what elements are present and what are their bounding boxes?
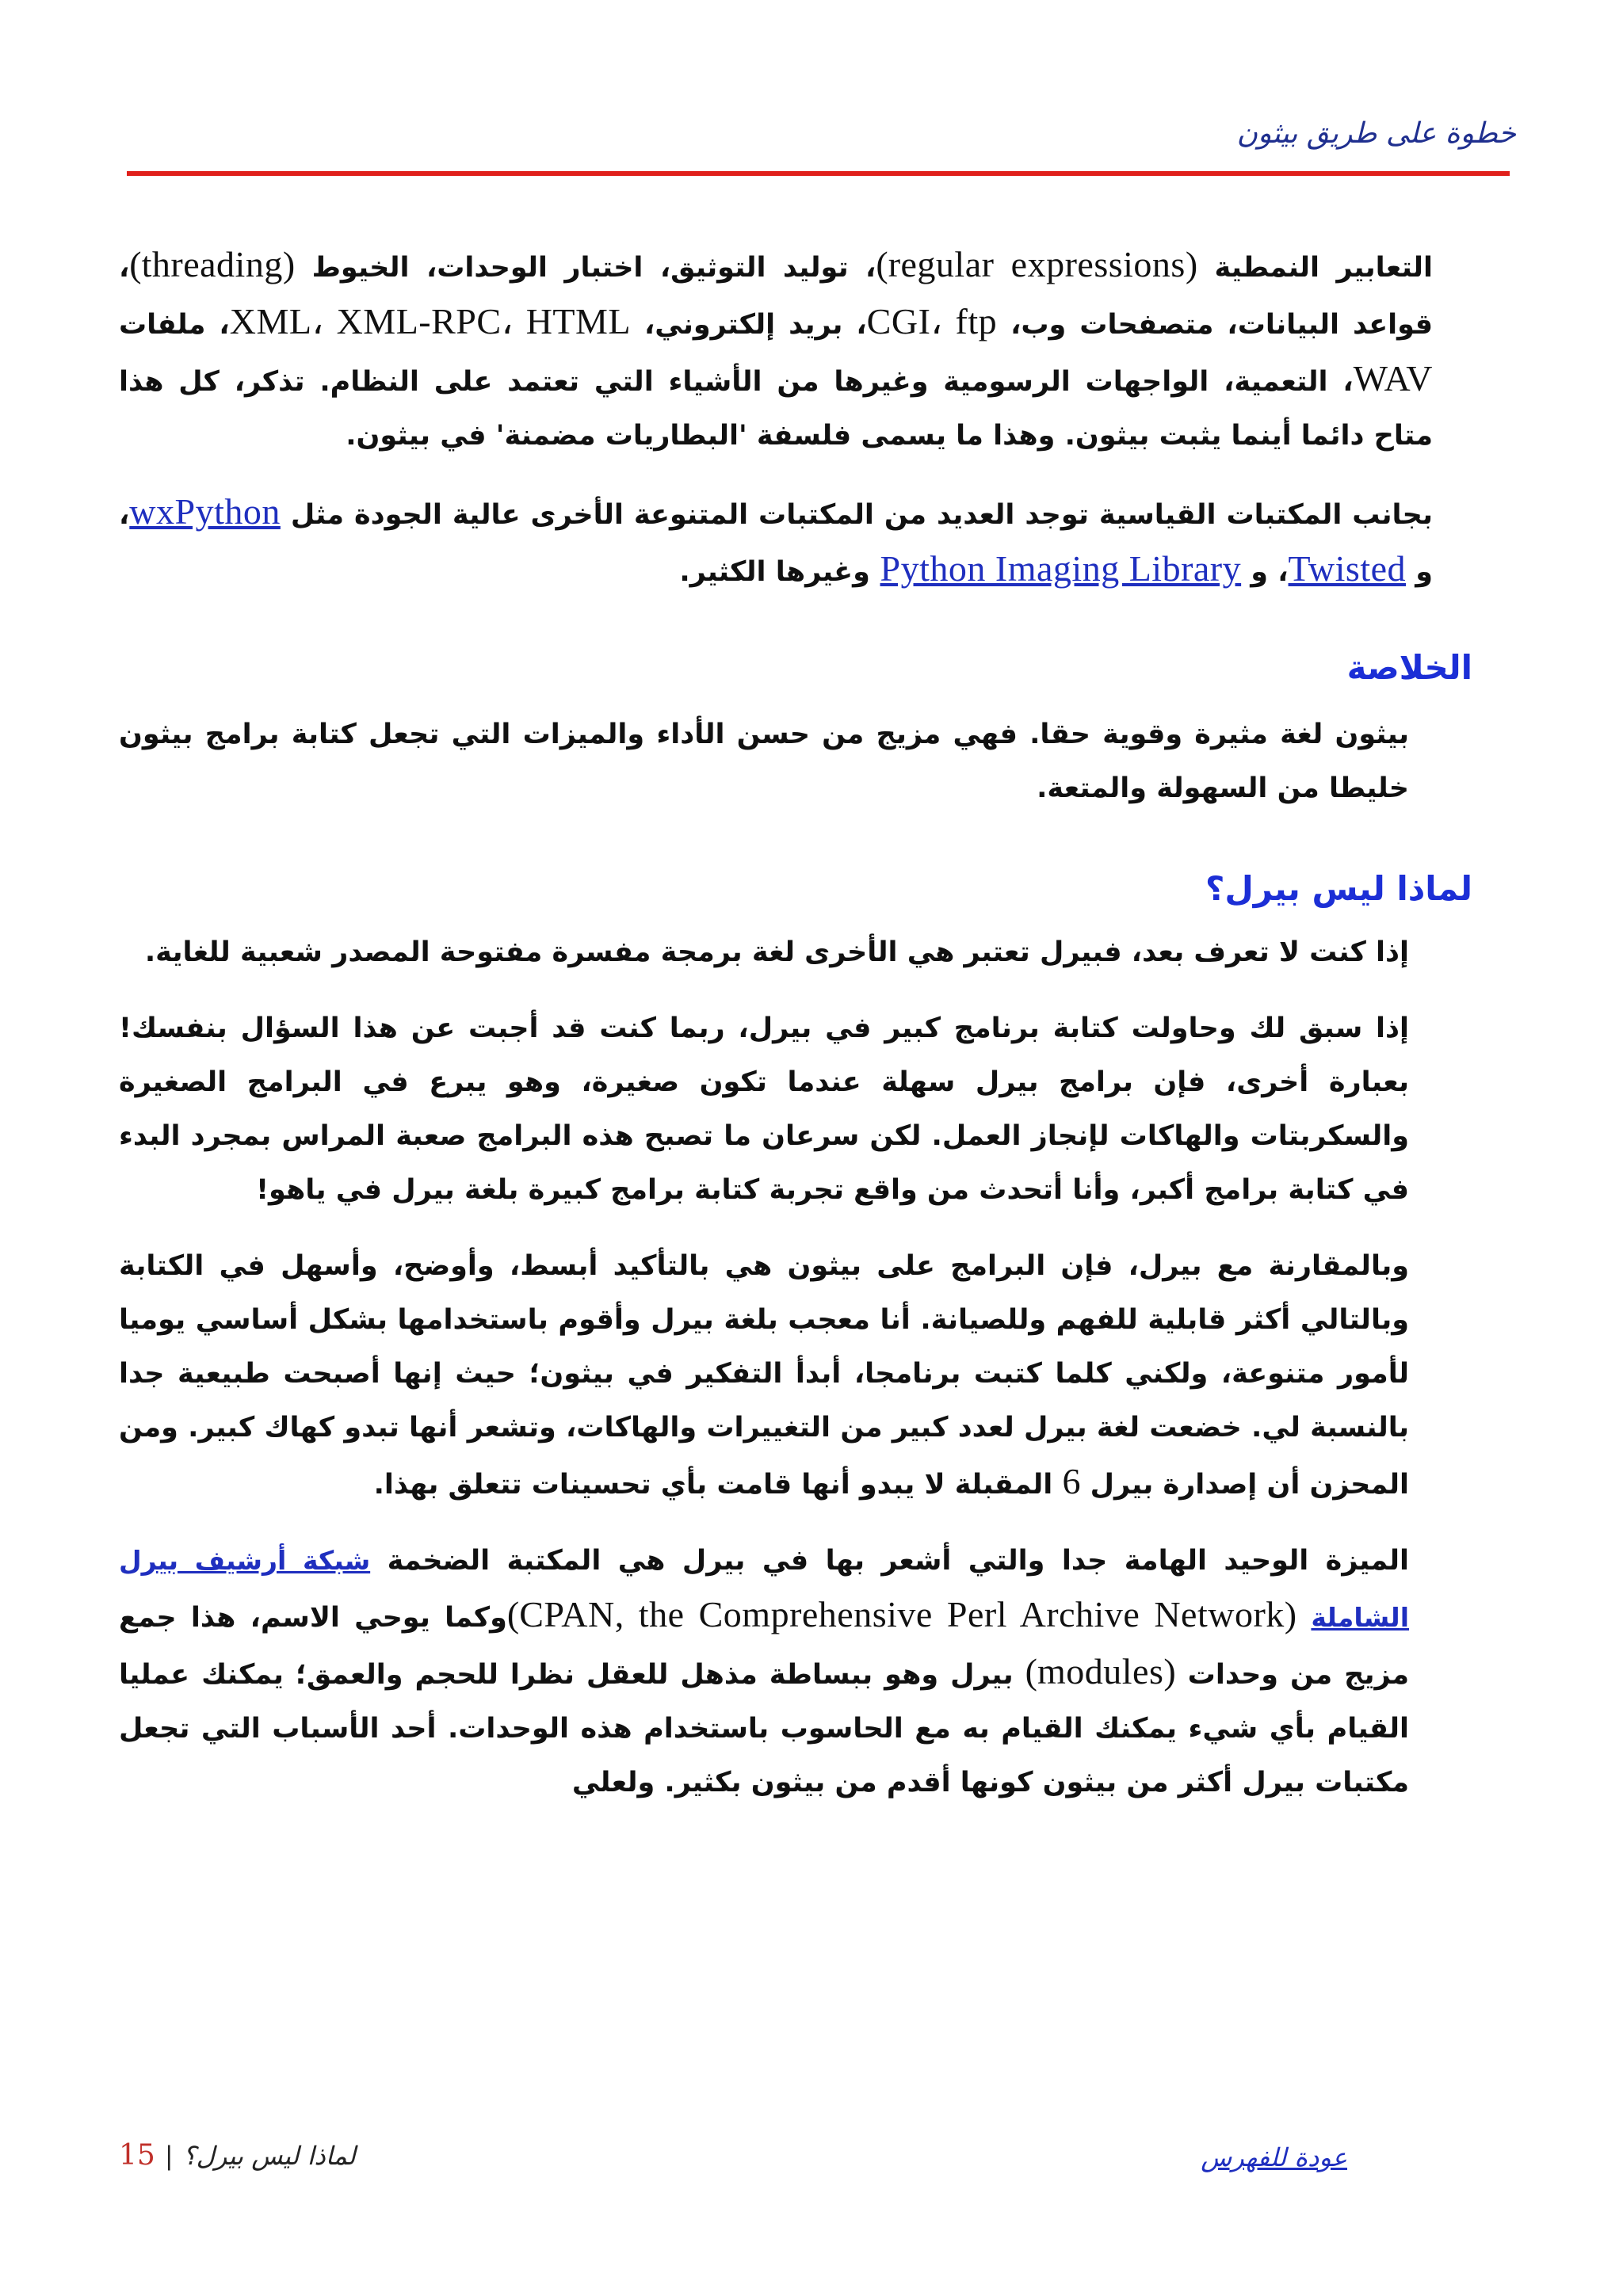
- link-pil[interactable]: Python Imaging Library: [880, 548, 1242, 589]
- main-content: [119, 238, 1472, 1810]
- link-twisted[interactable]: Twisted: [1288, 548, 1407, 589]
- paragraph-perl-intro: إذا كنت لا تعرف بعد، فبيرل تعتبر هي الأخرى لغة برمجة مفسرة مفتوحة المصدر شعبية للغاية.: [144, 936, 1409, 968]
- paragraph-libraries: التعابير النمطية (regular expressions)، توليد التوثيق، اختبار الوحدات، الخيوط (threading)، قواعد البيانات، متصفحات وب، CGI، ftp، بريد إلكتروني، XML، XML-RPC، HTML، ملفات WAV، التعمية، الواجهات الرسومية وغيرها من الأشياء التي تعتمد على النظام. تذكر، كل هذا متاح دائما أينما يثبت بيثون. وهذا ما يسمى فلسفة 'البطاريات مضمنة' في بيثون.: [119, 244, 1433, 452]
- paragraph-third-party: بجانب المكتبات القياسية توجد العديد من المكتبات المتنوعة الأخرى عالية الجودة مثل wxPython، و Twisted، و Python Imaging Library وغيرها الكثير.: [119, 491, 1433, 589]
- section-summary: [119, 707, 1433, 815]
- paragraph-cpan: الميزة الوحيد الهامة جدا والتي أشعر بها في بيرل هي المكتبة الضخمة شبكة أرشيف بيرل الشاملة (CPAN, the Comprehensive Perl Archive Network)وكما يوحي الاسم، هذا جمع مزيج من وحدات (modules) بيرل وهو ببساطة مذهل للعقل نظرا للحجم والعمق؛ يمكنك عمليا القيام بأي شيء يمكنك القيام به مع الحاسوب باستخدام هذه الوحدات. أحد الأسباب التي تجعل مكتبات بيرل أكثر من بيثون كونها أقدم من بيثون بكثير. ولعلي: [119, 1545, 1410, 1798]
- heading-why-not-perl: لماذا ليس بيرل؟: [1205, 869, 1472, 908]
- header-rule: [127, 171, 1510, 176]
- paragraph-summary: بيثون لغة مثيرة وقوية حقا. فهي مزيج من حسن الأداء والميزات التي تجعل كتابة برامج بيثون خليطا من السهولة والمتعة.: [119, 719, 1409, 804]
- section-why-not-perl: [119, 925, 1433, 1810]
- back-to-index-link[interactable]: عودة للفهرس: [1201, 2142, 1347, 2172]
- page-number: 15: [119, 2139, 155, 2172]
- link-wxpython[interactable]: wxPython: [129, 491, 281, 532]
- footer-page-info: [119, 2139, 356, 2172]
- link-cpan[interactable]: شبكة أرشيف بيرل الشاملة: [119, 1545, 1410, 1633]
- footer-separator: |: [164, 2141, 174, 2171]
- running-title: خطوة على طريق بيثون: [1236, 117, 1516, 150]
- footer-chapter: لماذا ليس بيرل؟: [182, 2141, 356, 2171]
- paragraph-perl-large-programs: إذا سبق لك وحاولت كتابة برنامج كبير في بيرل، ربما كنت قد أجبت عن هذا السؤال بنفسك! بعبارة أخرى، فإن برامج بيرل سهلة عندما تكون صغيرة، وهو يبرع في البرامج الصغيرة والسكربتات والهاكات لإنجاز العمل. لكن سرعان ما تصبح هذه البرامج صعبة المراس بمجرد البدء في كتابة برامج أكبر، وأنا أتحدث من واقع تجربة كتابة برامج كبيرة بلغة بيرل في ياهو!: [119, 1013, 1409, 1206]
- heading-summary: الخلاصة: [1346, 648, 1472, 687]
- paragraph-perl-comparison: وبالمقارنة مع بيرل، فإن البرامج على بيثون هي بالتأكيد أبسط، وأوضح، وأسهل في الكتابة وبالتالي أكثر قابلية للفهم وللصيانة. أنا معجب بلغة بيرل وأقوم باستخدامها بشكل أساسي يوميا لأمور متنوعة، ولكني كلما كتبت برنامجا، أبدأ التفكير في بيثون؛ حيث إنها أصبحت طبيعية جدا بالنسبة لي. خضعت لغة بيرل لعدد كبير من التغييرات والهاكات، وتشعر أنها تبدو كهاك كبير. ومن المحزن أن إصدارة بيرل 6 المقبلة لا يبدو أنها قامت بأي تحسينات تتعلق بهذا.: [119, 1250, 1409, 1501]
